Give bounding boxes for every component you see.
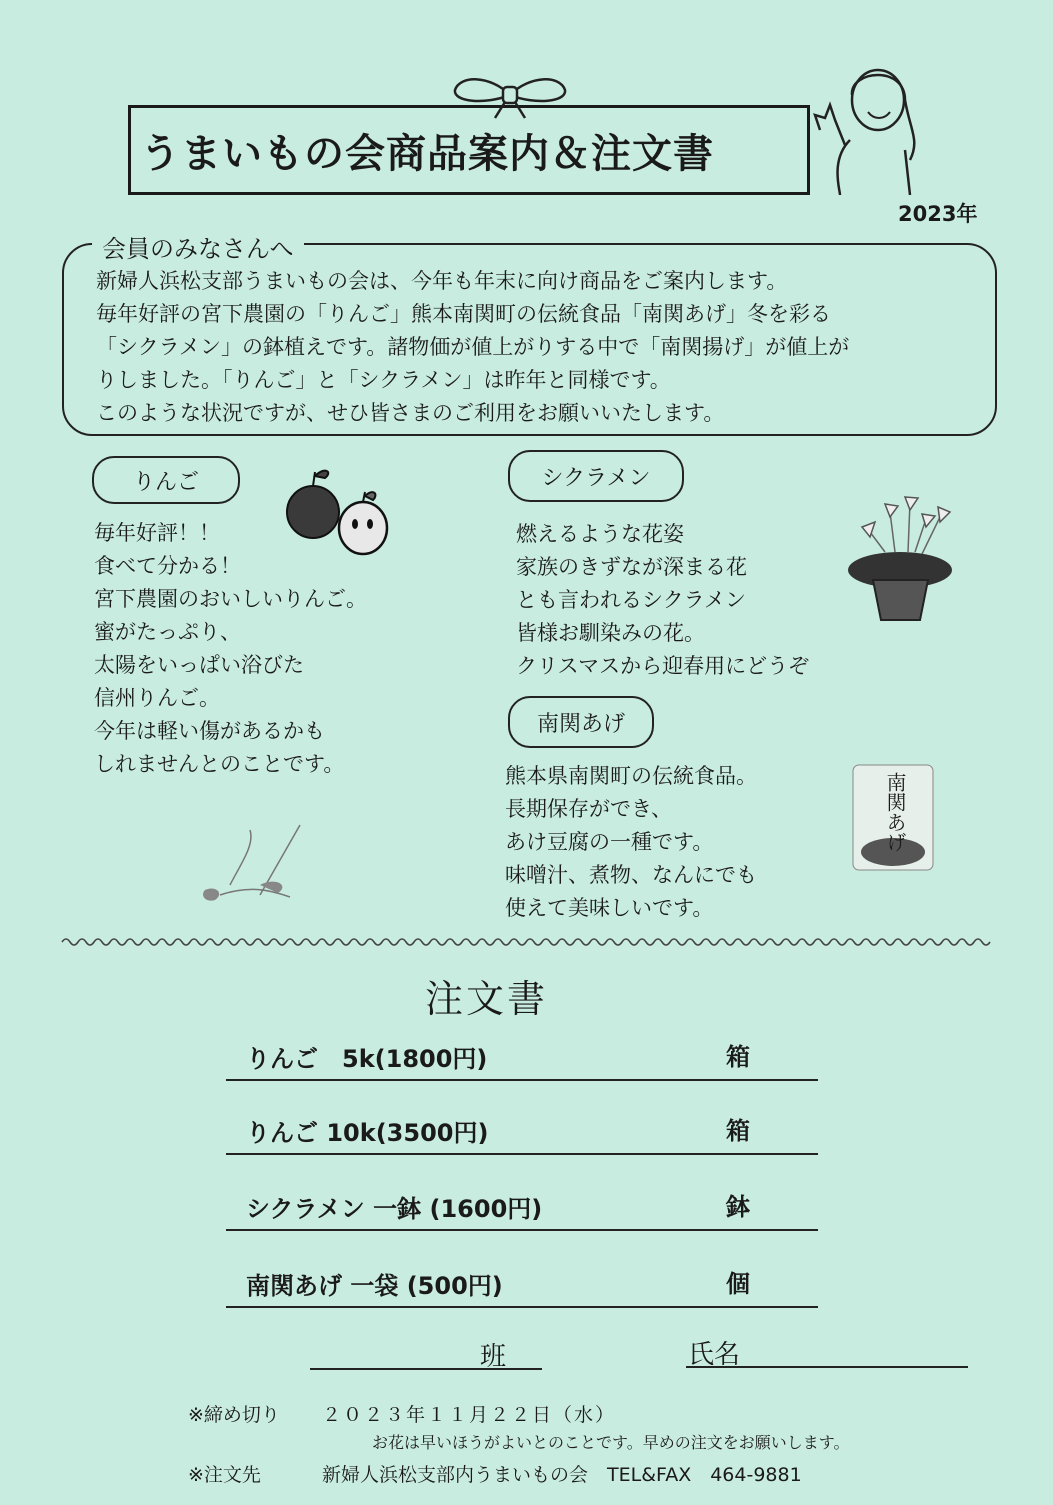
order-item-name: 南関あげ 一袋 (500円) xyxy=(246,1272,503,1300)
cyclamen-text-line: クリスマスから迎春用にどうぞ xyxy=(516,654,810,678)
nankan-text-line: 長期保存ができ、 xyxy=(505,797,673,821)
nankan-text-line: 味噌汁、煮物、なんにでも xyxy=(505,863,757,887)
order-item-unit: 個 xyxy=(726,1270,750,1298)
deadline-date: ２０２３年１１月２２日（水） xyxy=(322,1404,617,1426)
nankan-text-line: 熊本県南関町の伝統食品。 xyxy=(505,764,757,788)
package-label: 南関あげ xyxy=(883,772,907,852)
deadline-label: ※締め切り xyxy=(188,1404,280,1426)
year-label: 2023年 xyxy=(898,202,978,226)
order-row-apple-10k[interactable] xyxy=(226,1107,818,1155)
order-form-title: 注文書 xyxy=(425,977,549,1021)
order-item-unit: 鉢 xyxy=(726,1193,750,1221)
name-label: 氏名 xyxy=(688,1340,741,1370)
order-item-unit: 箱 xyxy=(726,1117,750,1145)
order-row-apple-5k[interactable] xyxy=(226,1033,818,1081)
apple-text-line: 毎年好評！！ xyxy=(94,521,220,545)
apple-text-line: 信州りんご。 xyxy=(94,686,220,710)
apple-icon xyxy=(275,462,395,557)
intro-line: 毎年好評の宮下農園の「りんご」熊本南関町の伝統食品「南関あげ」冬を彩る xyxy=(96,302,831,326)
apple-text-line: 宮下農園のおいしいりんご。 xyxy=(94,587,367,611)
apple-text-line: 食べて分かる！ xyxy=(94,554,241,578)
cyclamen-pot-icon xyxy=(840,492,955,627)
order-item-unit: 箱 xyxy=(726,1043,750,1071)
order-item-name: りんご 5k(1800円) xyxy=(246,1045,488,1073)
contact-label: ※注文先 xyxy=(188,1464,261,1486)
page-title: うまいもの会商品案内＆注文書 xyxy=(140,131,714,177)
order-item-name: シクラメン 一鉢 (1600円) xyxy=(246,1195,543,1223)
intro-line: りしました。「りんご」と「シクラメン」は昨年と同様です。 xyxy=(96,368,671,392)
apple-text-line: 太陽をいっぱい浴びた xyxy=(94,653,304,677)
woman-waving-icon xyxy=(810,60,920,195)
apple-label: りんご xyxy=(92,456,240,504)
order-item-name: りんご 10k(3500円) xyxy=(246,1119,489,1147)
cyclamen-text-line: 家族のきずなが深まる花 xyxy=(516,555,747,579)
cyclamen-text-line: 皆様お馴染みの花。 xyxy=(516,621,705,645)
leaf-sketch-icon xyxy=(160,815,320,915)
intro-heading: 会員のみなさんへ xyxy=(92,229,304,264)
cyclamen-text-line: とも言われるシクラメン xyxy=(516,588,746,612)
nankan-text-line: 使えて美味しいです。 xyxy=(505,896,714,920)
deadline-note: お花は早いほうがよいとのことです。早めの注文をお願いします。 xyxy=(372,1433,850,1452)
cyclamen-label: シクラメン xyxy=(508,450,684,502)
group-field[interactable] xyxy=(310,1368,542,1370)
intro-line: このような状況ですが、せひ皆さまのご利用をお願いいたします。 xyxy=(96,401,725,425)
nankan-package-image xyxy=(848,760,938,875)
group-label: 班 xyxy=(480,1342,507,1372)
intro-line: 「シクラメン」の鉢植えです。諸物価が値上がりする中で「南関揚げ」が値上が xyxy=(96,335,850,359)
nankan-text-line: あけ豆腐の一種です。 xyxy=(505,830,714,854)
apple-text-line: 今年は軽い傷があるかも xyxy=(94,719,325,743)
apple-text-line: 蜜がたっぷり、 xyxy=(94,620,241,644)
order-row-nankan-age[interactable] xyxy=(226,1260,818,1308)
order-row-cyclamen[interactable] xyxy=(226,1183,818,1231)
nankan-label: 南関あげ xyxy=(508,696,654,748)
apple-text-line: しれませんとのことです。 xyxy=(94,752,345,776)
contact-info: 新婦人浜松支部内うまいもの会 TEL&FAX 464-9881 xyxy=(322,1464,802,1486)
cyclamen-text-line: 燃えるような花姿 xyxy=(516,522,684,546)
ribbon-bow-icon xyxy=(445,70,575,120)
wavy-divider xyxy=(62,936,982,948)
intro-line: 新婦人浜松支部うまいもの会は、今年も年末に向け商品をご案内します。 xyxy=(96,269,788,293)
